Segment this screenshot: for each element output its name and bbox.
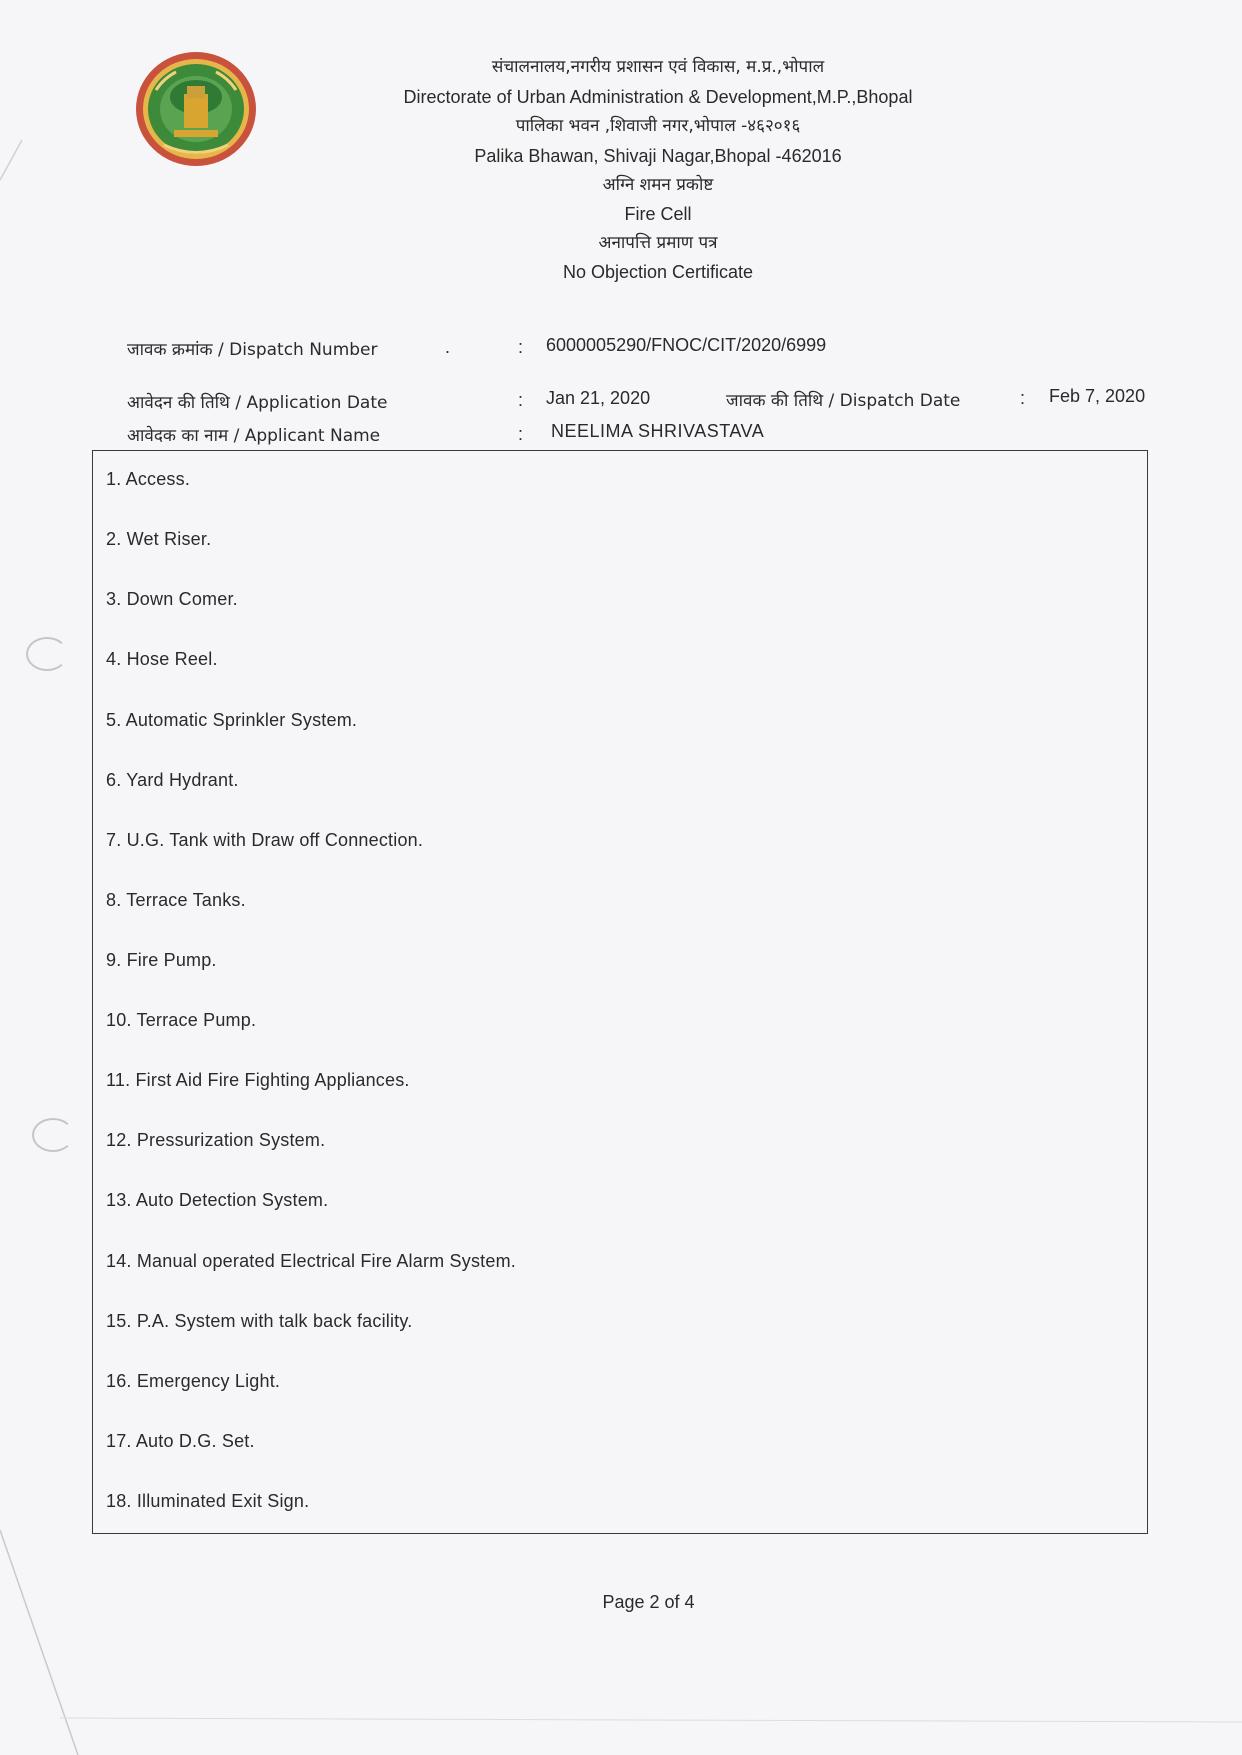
list-item: 16. Emergency Light.	[106, 1371, 281, 1391]
list-item: 11. First Aid Fire Fighting Appliances.	[106, 1070, 410, 1090]
colon: :	[518, 337, 524, 357]
colon: :	[518, 424, 524, 444]
colon: :	[518, 390, 524, 410]
list-item: 5. Automatic Sprinkler System.	[106, 710, 358, 730]
dispatch-date-value: Feb 7, 2020	[1049, 386, 1146, 406]
dispatch-number-dot: .	[445, 337, 451, 357]
applicant-name-label: आवेदक का नाम / Applicant Name	[127, 426, 381, 446]
dispatch-number-label: जावक क्रमांक / Dispatch Number	[127, 340, 378, 360]
list-item: 4. Hose Reel.	[106, 649, 218, 669]
cell-name-hindi: अग्नि शमन प्रकोष्ट	[602, 175, 714, 195]
application-date-label: आवेदन की तिथि / Application Date	[127, 393, 388, 413]
list-item: 15. P.A. System with talk back facility.	[106, 1311, 413, 1331]
list-item: 6. Yard Hydrant.	[106, 770, 239, 790]
list-item: 14. Manual operated Electrical Fire Alarm System.	[106, 1251, 516, 1271]
cell-name-english: Fire Cell	[624, 204, 692, 224]
document-title-hindi: अनापत्ति प्रमाण पत्र	[598, 233, 718, 253]
list-item: 2. Wet Riser.	[106, 529, 212, 549]
list-item: 17. Auto D.G. Set.	[106, 1431, 255, 1451]
list-item: 12. Pressurization System.	[106, 1130, 326, 1150]
list-item: 9. Fire Pump.	[106, 950, 217, 970]
list-item: 7. U.G. Tank with Draw off Connection.	[106, 830, 424, 850]
dispatch-number-value: 6000005290/FNOC/CIT/2020/6999	[546, 335, 827, 355]
list-item: 13. Auto Detection System.	[106, 1190, 329, 1210]
punch-hole-mark	[32, 1118, 74, 1152]
list-item: 8. Terrace Tanks.	[106, 890, 246, 910]
document-title-english: No Objection Certificate	[562, 262, 754, 282]
office-name-english: Directorate of Urban Administration & Development,M.P.,Bhopal	[403, 87, 913, 107]
list-item: 3. Down Comer.	[106, 589, 238, 609]
list-item: 18. Illuminated Exit Sign.	[106, 1491, 310, 1511]
page-number: Page 2 of 4	[602, 1592, 695, 1612]
address-hindi: पालिका भवन ,शिवाजी नगर,भोपाल -४६२०१६	[515, 116, 801, 136]
fire-safety-checklist	[92, 450, 1148, 1534]
colon: :	[1020, 388, 1026, 408]
office-name-hindi: संचालनालय,नगरीय प्रशासन एवं विकास, म.प्र.,भोपाल	[491, 57, 825, 77]
mp-government-emblem-icon	[134, 50, 258, 168]
letterhead	[300, 56, 1016, 290]
dispatch-date-label: जावक की तिथि / Dispatch Date	[726, 391, 961, 411]
punch-hole-mark	[26, 637, 68, 671]
list-item: 1. Access.	[106, 469, 191, 489]
list-item: 10. Terrace Pump.	[106, 1010, 257, 1030]
application-date-value: Jan 21, 2020	[546, 388, 651, 408]
applicant-name-value: NEELIMA SHRIVASTAVA	[551, 421, 765, 441]
address-english: Palika Bhawan, Shivaji Nagar,Bhopal -462016	[474, 146, 842, 166]
